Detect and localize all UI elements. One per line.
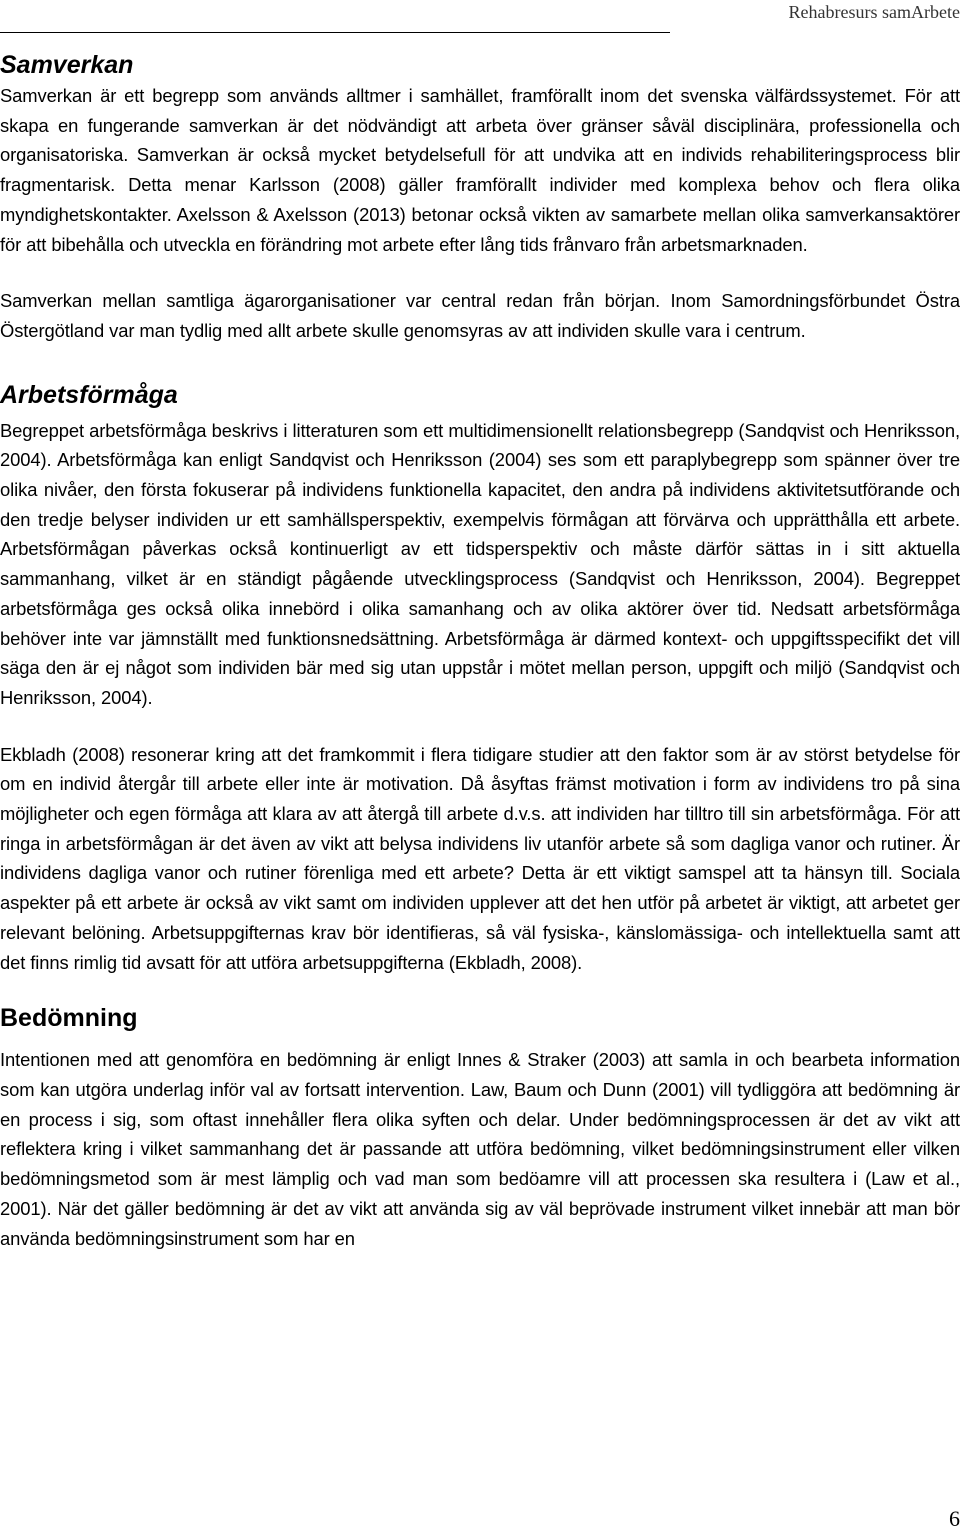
- heading-samverkan: Samverkan: [0, 51, 134, 79]
- header-rule: [0, 32, 670, 33]
- paragraph-arbetsformaga-1: Begreppet arbetsförmåga beskrivs i litteraturen som ett multidimensionellt relationsbegrepp (Sandqvist och Henriksson, 2004). Arbetsförmåga kan enligt Sandqvist och Henriksson (2004) ses som ett paraplybegrepp som spänner över tre olika nivåer, den första fokuserar på individens funktionella kapacitet, den andra på individens aktivitetsutförande och den tredje belyser individen ur ett samhällsperspektiv, exempelvis förmågan att förvärva och upprätthålla ett arbete. Arbetsförmågan påverkas också kontinuerligt av ett tidsperspektiv och måste därför sättas in i sitt aktuella sammanhang, vilket är en ständigt pågående utvecklingsprocess (Sandqvist och Henriksson, 2004). Begreppet arbetsförmåga ges också olika innebörd i olika samanhang och av olika aktörer över tid. Nedsatt arbetsförmåga behöver inte var jämnställt med funktionsnedsättning. Arbetsförmåga är därmed kontext- och uppgiftsspecifikt det vill säga den är ej något som individen bär med sig utan uppstår i mötet mellan person, uppgift och miljö (Sandqvist och Henriksson, 2004).: [0, 419, 960, 708]
- paragraph-bedomning-1: Intentionen med att genomföra en bedömning är enligt Innes & Straker (2003) att samla in och bearbeta information som kan utgöra underlag inför val av fortsatt intervention. Law, Baum och Dunn (2001) vill tydliggöra att bedömning är en process i sig, som oftast innehåller flera olika syften och delar. Under bedömningsprocessen är det av vikt att reflektera kring i vilket sammanhang det är passande att utföra bedömning, vilket bedömningsinstrument eller vilken bedömningsmetod som är mest lämplig och vad man som bedöamre vill att processen ska resultera i (Law et al., 2001). När det gäller bedömning är det av vikt att använda sig av väl beprövade instrument vilket innebär att man bör använda bedömningsinstrument som har en: [0, 1049, 960, 1249]
- paragraph-samverkan-2: Samverkan mellan samtliga ägarorganisationer var central redan från början. Inom Samordningsförbundet Östra Östergötland var man tydlig med allt arbete skulle genomsyras av att individen skulle vara i centrum.: [0, 290, 960, 341]
- page-number: 6: [949, 1506, 960, 1531]
- paragraph-samverkan-1: Samverkan är ett begrepp som används alltmer i samhället, framförallt inom det svenska välfärdssystemet. För att skapa en fungerande samverkan är det nödvändigt att arbeta över gränser såväl disciplinära, professionella och organisatoriska. Samverkan är också mycket betydelsefull för att undvika att en individs rehabiliteringsprocess blir fragmentarisk. Detta menar Karlsson (2008) gäller framförallt individer med komplexa behov och flera olika myndighetskontakter. Axelsson & Axelsson (2013) betonar också vikten av samarbete mellan olika samverkansaktörer för att bibehålla och utveckla en förändring mot arbete efter lång tids frånvaro från arbetsmarknaden.: [0, 85, 960, 255]
- page-content: [0, 48, 960, 1253]
- running-header: Rehabresurs samArbete: [788, 2, 960, 22]
- paragraph-arbetsformaga-2: Ekbladh (2008) resonerar kring att det framkommit i flera tidigare studier att den faktor som är av störst betydelse för om en individ återgår till arbete eller inte är motivation. Då åsyftas främst motivation i form av individens tro på sina möjligheter och egen förmåga att klara av att återgå till arbete d.v.s. att individen har tilltro till sin arbetsförmåga. För att ringa in arbetsförmågan är det även av vikt att belysa individens liv utanför arbete så som dagliga vanor och rutiner. Är individens dagliga vanor och rutiner förenliga med ett arbete? Detta är ett viktigt samspel att ta hänsyn till. Sociala aspekter på ett arbete är också av vikt samt om individen upplever att det hen utför på arbetet är viktigt, att arbetet ger relevant belöning. Arbetsuppgifternas krav bör identifieras, så väl fysiska-, känslomässiga- och intellektuella samt att det finns rimlig tid avsatt för att utföra arbetsuppgifterna (Ekbladh, 2008).: [0, 743, 960, 973]
- heading-arbetsformaga: Arbetsförmåga: [0, 380, 178, 409]
- heading-bedomning: Bedömning: [0, 1004, 138, 1033]
